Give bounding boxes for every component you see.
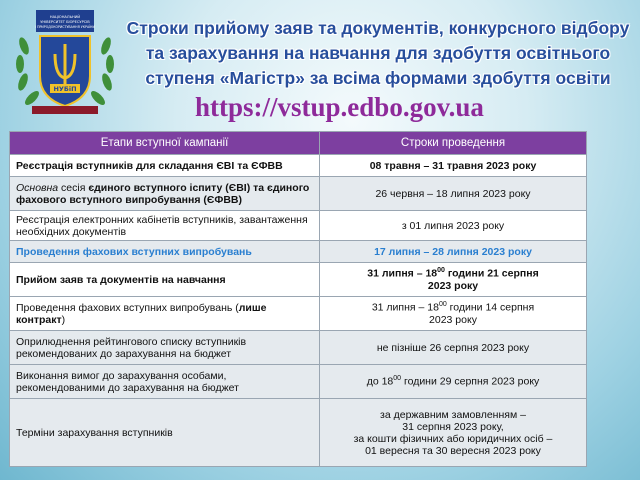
page-title bbox=[118, 16, 638, 91]
stage-part: ) bbox=[61, 313, 66, 326]
stage-cell: Терміни зарахування вступників bbox=[10, 399, 320, 467]
table-row bbox=[10, 331, 587, 365]
dates-part: 31 липня – 18 bbox=[371, 301, 439, 314]
svg-text:НУБіП: НУБіП bbox=[53, 85, 77, 93]
table-row bbox=[10, 399, 587, 467]
table-row bbox=[10, 297, 587, 331]
title-line-2: та зарахування на навчання для здобуття освітнього bbox=[145, 43, 611, 63]
table-row bbox=[10, 177, 587, 211]
svg-text:НАЦІОНАЛЬНИЙ: НАЦІОНАЛЬНИЙ bbox=[49, 15, 81, 19]
dates-part: години 21 серпня bbox=[444, 267, 539, 280]
dates-cell bbox=[320, 399, 587, 467]
dates-cell: з 01 липня 2023 року bbox=[320, 211, 587, 241]
dates-sup: 00 bbox=[437, 267, 445, 275]
stage-part: Проведення фахових вступних випробувань ( bbox=[16, 301, 239, 314]
stage-cell: Виконання вимог до зарахування особами, рекомендованими до зарахування на бюджет bbox=[10, 365, 320, 399]
dates-cell: не пізніше 26 серпня 2023 року bbox=[320, 331, 587, 365]
table-row bbox=[10, 365, 587, 399]
stage-cell: Проведення фахових вступних випробувань bbox=[10, 241, 320, 263]
dates-part: до 18 bbox=[366, 375, 394, 388]
svg-text:УНІВЕРСИТЕТ БІОРЕСУРСІВ: УНІВЕРСИТЕТ БІОРЕСУРСІВ bbox=[40, 20, 90, 24]
dates-part: години 14 серпня bbox=[446, 301, 535, 314]
dates-cell: 26 червня – 18 липня 2023 року bbox=[320, 177, 587, 211]
table-row bbox=[10, 211, 587, 241]
title-line-3: ступеня «Магістр» за всіма формами здобуття освіти bbox=[145, 68, 611, 88]
dates-part: 31 липня – 18 bbox=[367, 267, 438, 280]
stage-cell: Прийом заяв та документів на навчання bbox=[10, 263, 320, 297]
svg-text:І ПРИРОДОКОРИСТУВАННЯ УКРАЇНИ: І ПРИРОДОКОРИСТУВАННЯ УКРАЇНИ bbox=[35, 25, 95, 29]
admission-schedule-table bbox=[9, 131, 587, 467]
dates-cell bbox=[320, 365, 587, 399]
dates-sup: 00 bbox=[393, 375, 402, 383]
table-row bbox=[10, 263, 587, 297]
dates-cell: 17 липня – 28 липня 2023 року bbox=[320, 241, 587, 263]
stage-cell: Оприлюднення рейтингового списку вступників рекомендованих до зарахування на бюджет bbox=[10, 331, 320, 365]
stage-cell: Реєстрація вступників для складання ЄВІ та ЄФВВ bbox=[10, 155, 320, 177]
header-stages: Етапи вступної кампанії bbox=[10, 132, 320, 155]
dates-line: 31 серпня 2023 року, bbox=[402, 420, 504, 433]
dates-cell bbox=[320, 263, 587, 297]
stage-mid: сесія bbox=[58, 181, 89, 194]
table-header-row bbox=[10, 132, 587, 155]
dates-cell bbox=[320, 297, 587, 331]
stage-bold: єдиного вступного іспиту (ЄВІ) та єдиного фахового вступного випробування (ЄФВВ) bbox=[16, 181, 310, 206]
table-row bbox=[10, 155, 587, 177]
dates-part: години 29 серпня 2023 року bbox=[401, 375, 540, 388]
dates-part: 2023 року bbox=[427, 279, 479, 292]
dates-line: 01 вересня та 30 вересня 2023 року bbox=[365, 444, 541, 457]
university-emblem bbox=[10, 6, 120, 118]
dates-part: 2023 року bbox=[429, 313, 477, 326]
stage-cell: Реєстрація електронних кабінетів вступників, завантаження необхідних документів bbox=[10, 211, 320, 241]
table-row bbox=[10, 241, 587, 263]
website-url[interactable]: https://vstup.edbo.gov.ua bbox=[195, 92, 484, 122]
dates-sup: 00 bbox=[438, 301, 447, 309]
dates-cell: 08 травня – 31 травня 2023 року bbox=[320, 155, 587, 177]
dates-line: за державним замовленням – bbox=[380, 408, 526, 421]
dates-line: за кошти фізичних або юридичних осіб – bbox=[353, 432, 553, 445]
title-line-1: Строки прийому заяв та документів, конкурсного відбору bbox=[126, 18, 630, 38]
stage-cell bbox=[10, 177, 320, 211]
stage-cell bbox=[10, 297, 320, 331]
stage-bold: лише контракт bbox=[16, 301, 267, 326]
stage-italic: Основна bbox=[16, 181, 59, 194]
header-dates: Строки проведення bbox=[320, 132, 587, 155]
